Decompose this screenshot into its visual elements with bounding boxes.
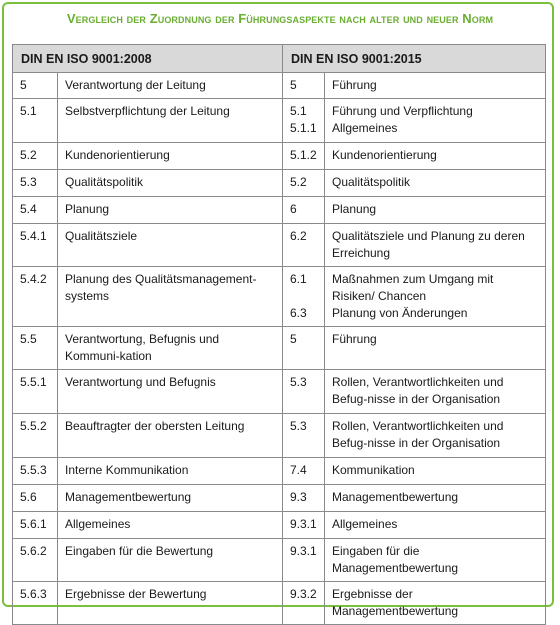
old-clause-number-text: 5.5 [20,332,37,346]
old-clause-number [13,327,58,370]
old-clause-title [58,539,283,582]
new-clause-number-text: 5.3 [290,375,307,389]
table-row [13,267,546,327]
header-old-norm: DIN EN ISO 9001:2008 [13,45,283,73]
new-clause-title-text: Allgemeines [332,517,398,531]
old-clause-number-text: 5.6.1 [20,517,47,531]
new-clause-number-text: 7.4 [290,463,307,477]
new-clause-number [283,539,325,582]
new-clause-title-text: Rollen, Verantwortlichkeiten und Befug-nisse in der Organisation [332,375,504,406]
old-clause-number [13,458,58,485]
old-clause-title [58,170,283,197]
table-row [13,170,546,197]
new-clause-title [325,143,546,170]
new-clause-title-text: Führung und Verpflichtung [332,104,473,118]
new-clause-number-text: 5.2 [290,175,307,189]
new-clause-title-text: Qualitätspolitik [332,175,411,189]
old-clause-title-text: Interne Kommunikation [65,463,189,477]
new-clause-title-text: Allgemeines [332,121,398,135]
new-clause-number-text: 5.1.2 [290,148,317,162]
old-clause-number-text: 5.5.1 [20,375,47,389]
new-clause-number-text: 5 [290,332,297,346]
new-clause-number-text: 9.3 [290,490,307,504]
old-clause-number [13,414,58,458]
old-clause-number [13,539,58,582]
new-clause-title [325,485,546,512]
new-clause-title [325,582,546,625]
old-clause-title-text: Managementbewertung [65,490,192,504]
new-clause-title-text: Eingaben für die Managementbewertung [332,544,459,575]
new-clause-title [325,414,546,458]
old-clause-title-text: Verantwortung und Befugnis [65,375,216,389]
new-clause-number [283,458,325,485]
new-clause-title [325,458,546,485]
new-clause-number [283,485,325,512]
table-row [13,539,546,582]
old-clause-number-text: 5.6.3 [20,587,47,601]
new-clause-number [283,170,325,197]
new-clause-number-text: 5.1.1 [290,121,317,135]
new-clause-title [325,224,546,267]
new-clause-number [283,267,325,327]
old-clause-number [13,224,58,267]
new-clause-title-text: Planung [332,202,377,216]
table-body [13,73,546,625]
old-clause-title [58,197,283,224]
old-clause-title-text: Qualitätspolitik [65,175,144,189]
old-clause-number-text: 5.3 [20,175,37,189]
table-row [13,485,546,512]
new-clause-title-text: Managementbewertung [332,490,459,504]
new-clause-title-text: Qualitätsziele und Planung zu deren Erreichung [332,229,525,260]
old-clause-title-text: Verantwortung, Befugnis und Kommuni-kation [65,332,220,363]
table-row [13,370,546,414]
table-row [13,73,546,99]
old-clause-title-text: Beauftragter der obersten Leitung [65,419,245,433]
table-title: Vergleich der Zuordnung der Führungsaspekte nach alter und neuer Norm [66,11,494,26]
new-clause-title [325,170,546,197]
old-clause-number [13,267,58,327]
old-clause-title [58,370,283,414]
new-clause-title [325,539,546,582]
new-clause-number-text: 9.3.2 [290,587,317,601]
old-clause-title [58,485,283,512]
new-clause-number [283,197,325,224]
old-clause-number [13,197,58,224]
old-clause-number-text: 5 [20,78,27,92]
old-clause-number-text: 5.5.2 [20,419,47,433]
old-clause-title [58,512,283,539]
old-clause-number-text: 5.4.2 [20,272,47,286]
old-clause-number-text: 5.5.3 [20,463,47,477]
header-row [13,45,546,73]
old-clause-title [58,458,283,485]
new-clause-number [283,414,325,458]
new-clause-title-text: Führung [332,78,377,92]
old-clause-number-text: 5.6.2 [20,544,47,558]
new-clause-title-text: Ergebnisse der Managementbewertung [332,587,459,618]
new-clause-title-text: Führung [332,332,377,346]
new-clause-number-text: 9.3.1 [290,544,317,558]
old-clause-number [13,170,58,197]
comparison-table [12,44,546,625]
old-clause-title [58,224,283,267]
old-clause-number-text: 5.1 [20,104,37,118]
old-clause-number-text: 5.6 [20,490,37,504]
old-clause-number [13,143,58,170]
new-clause-number [283,99,325,143]
new-clause-number [283,327,325,370]
new-clause-title-text: Kundenorientierung [332,148,437,162]
old-clause-title-text: Eingaben für die Bewertung [65,544,214,558]
old-clause-title [58,414,283,458]
old-clause-title-text: Kundenorientierung [65,148,170,162]
new-clause-title-text: Rollen, Verantwortlichkeiten und Befug-nisse in der Organisation [332,419,504,450]
new-clause-number [283,370,325,414]
table-row [13,414,546,458]
new-clause-number-text: 6.3 [290,306,307,320]
new-clause-title [325,512,546,539]
new-clause-number-text: 5.1 [290,104,307,118]
table-row [13,512,546,539]
new-clause-number-text: 6 [290,202,297,216]
old-clause-number-text: 5.4.1 [20,229,47,243]
old-clause-title-text: Ergebnisse der Bewertung [65,587,207,601]
new-clause-number-text: 6.2 [290,229,307,243]
new-clause-title [325,327,546,370]
old-clause-title-text: Qualitätsziele [65,229,138,243]
new-clause-title [325,267,546,327]
old-clause-number [13,582,58,625]
new-clause-number [283,143,325,170]
new-clause-number [283,512,325,539]
table-row [13,327,546,370]
old-clause-number [13,485,58,512]
new-clause-title-text: Maßnahmen zum Umgang mit Risiken/ Chancen [332,272,494,303]
old-clause-number-text: 5.2 [20,148,37,162]
table-row [13,458,546,485]
new-clause-number-text: 5.3 [290,419,307,433]
old-clause-title [58,327,283,370]
new-clause-title [325,99,546,143]
old-clause-number [13,99,58,143]
new-clause-title-text: Kommunikation [332,463,415,477]
table-row [13,197,546,224]
new-clause-title-text: Planung von Änderungen [332,306,468,320]
old-clause-number-text: 5.4 [20,202,37,216]
table-row [13,99,546,143]
old-clause-title [58,267,283,327]
new-clause-title [325,73,546,99]
old-clause-number [13,370,58,414]
new-clause-number [283,224,325,267]
new-clause-number-text: 6.1 [290,272,307,286]
header-new-norm: DIN EN ISO 9001:2015 [283,45,546,73]
table-row [13,224,546,267]
new-clause-number [283,73,325,99]
old-clause-title-text: Planung [65,202,110,216]
new-clause-number [283,582,325,625]
old-clause-number [13,73,58,99]
table-row [13,582,546,625]
new-clause-title [325,370,546,414]
old-clause-title [58,582,283,625]
old-clause-title-text: Planung des Qualitätsmanagement-systems [65,272,257,303]
old-clause-title [58,143,283,170]
old-clause-title-text: Selbstverpflichtung der Leitung [65,104,230,118]
old-clause-number [13,512,58,539]
old-clause-title [58,73,283,99]
new-clause-number-text: 5 [290,78,297,92]
old-clause-title [58,99,283,143]
old-clause-title-text: Allgemeines [65,517,131,531]
new-clause-number-text: 9.3.1 [290,517,317,531]
table-row [13,143,546,170]
old-clause-title-text: Verantwortung der Leitung [65,78,206,92]
new-clause-title [325,197,546,224]
